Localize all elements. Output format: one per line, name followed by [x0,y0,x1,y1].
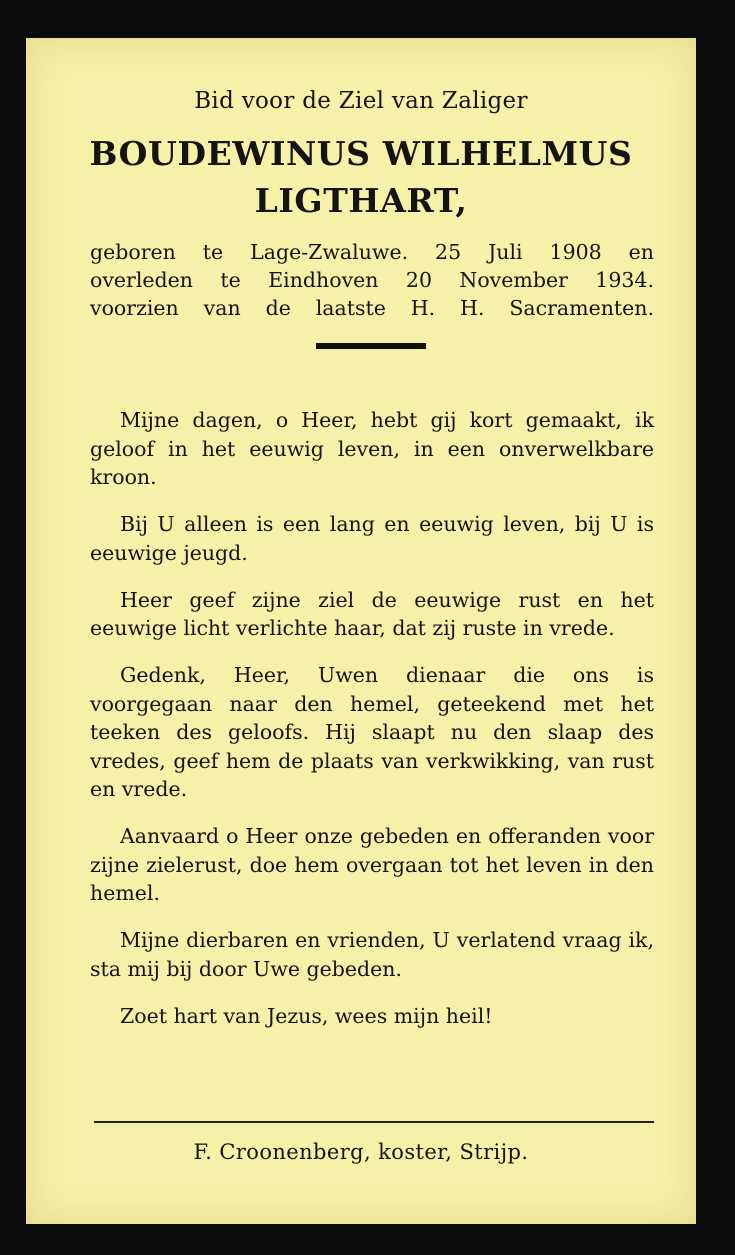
prayer-paragraph-2: Bij U alleen is een lang en eeuwig leven, bij U is eeuwige jeugd. [90,512,654,565]
deceased-name-line1: BOUDEWINUS WILHELMUS [89,134,633,173]
details-line-birth: geboren te Lage-Zwaluwe. 25 Juli 1908 en [90,240,654,264]
deceased-name-line2: LIGTHART, [254,181,468,220]
birth-death-details [90,238,654,322]
prayer-paragraph-5: Aanvaard o Heer onze gebeden en offeranden voor zijne zielerust, doe hem overgaan tot het leven in den hemel. [90,824,654,905]
prayer-paragraph-4: Gedenk, Heer, Uwen dienaar die ons is voorgegaan naar den hemel, geteekend met het teeken des geloofs. Hij slaapt nu den slaap des vredes, geef hem de plaats van verkwikking, van rust en vrede. [90,663,654,801]
details-line-death: overleden te Eindhoven 20 November 1934. [90,268,654,292]
prayer-text [90,406,654,1049]
card-header: Bid voor de Ziel van Zaliger [194,88,528,114]
prayer-paragraph-6: Mijne dierbaren en vrienden, U verlatend vraag ik, sta mij bij door Uwe gebeden. [90,928,654,981]
divider-thick [316,343,426,349]
divider-thin [94,1121,654,1123]
printer-credit: F. Croonenberg, koster, Strijp. [193,1140,529,1164]
details-line-sacraments: voorzien van de laatste H. H. Sacramenten. [90,296,654,320]
prayer-paragraph-1: Mijne dagen, o Heer, hebt gij kort gemaakt, ik geloof in het eeuwig leven, in een onverwelkbare kroon. [90,408,654,489]
memorial-card [26,38,696,1224]
prayer-paragraph-7: Zoet hart van Jezus, wees mijn heil! [120,1003,493,1028]
prayer-paragraph-3: Heer geef zijne ziel de eeuwige rust en het eeuwige licht verlichte haar, dat zij ruste in vrede. [90,587,654,640]
